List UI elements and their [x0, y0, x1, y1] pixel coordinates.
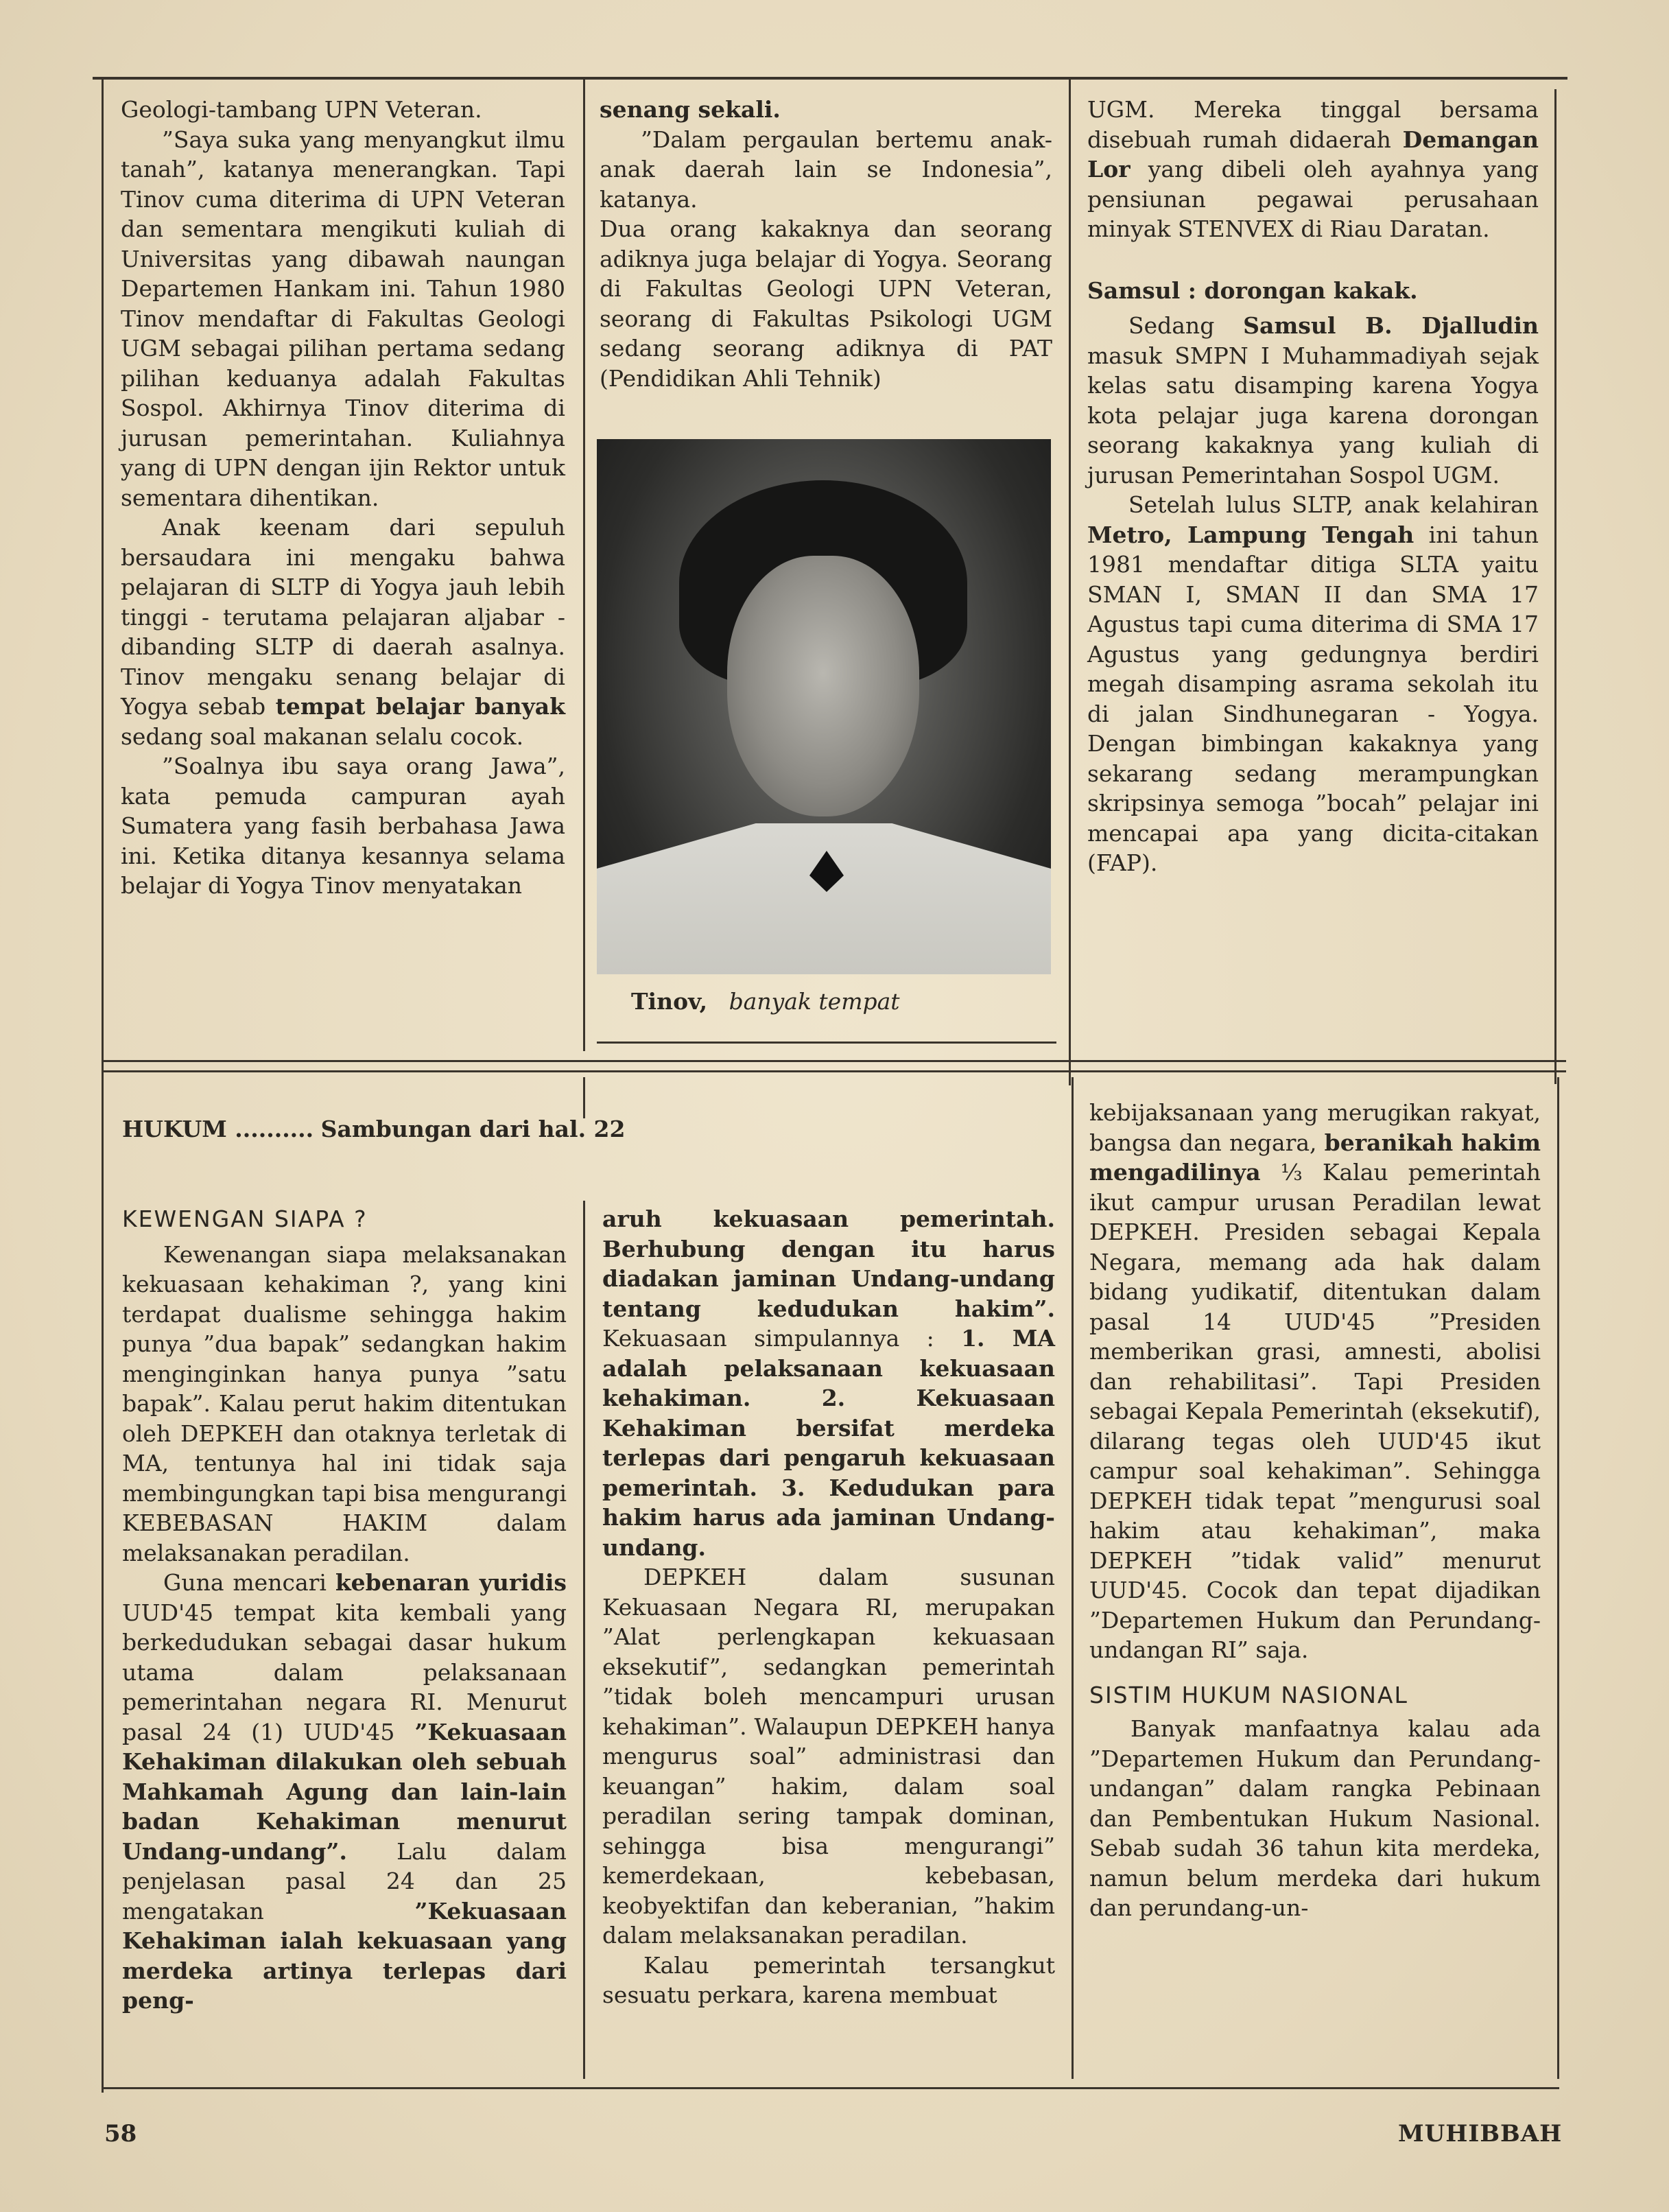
- paragraph: ”Dalam pergaulan bertemu anak-anak daerah lain se Indonesia”, katanya.: [600, 126, 1052, 213]
- left-border-top: [102, 77, 104, 1085]
- mid-separator-2: [102, 1070, 1566, 1072]
- paragraph: UGM. Mereka tinggal bersama disebuah rumah didaerah Demangan Lor yang dibeli oleh ayahnya yang pensiunan pegawai perusahaan minyak STENVEX di Riau Daratan.: [1087, 96, 1539, 242]
- bottom-column-3: [1089, 1098, 1541, 1923]
- paragraph: Kewenangan siapa melaksanakan kekuasaan kehakiman ?, yang kini terdapat dualisme sehingga hakim punya ”dua bapak” sedangkan hakim menginginkan hanya punya ”satu bapak”. Kalau perut hakim ditentukan oleh DEPKEH dan otaknya terletak di MA, tentunya hal ini tidak saja membingungkan tapi bisa mengurangi KEBEBASAN HAKIM dalam melaksanakan peradilan.: [122, 1240, 567, 1566]
- bottom-border: [102, 2087, 1559, 2089]
- paragraph: Banyak manfaatnya kalau ada ”Departemen Hukum dan Perundang-undangan” dalam rangka Pebinaan dan Pembentukan Hukum Nasional. Sebab sudah 36 tahun kita merdeka, namun belum merdeka dari hukum dan perundang-un-: [1089, 1715, 1541, 1921]
- paragraph: Setelah lulus SLTP, anak kelahiran Metro, Lampung Tengah ini tahun 1981 mendaftar ditiga SLTA yaitu SMAN I, SMAN II dan SMA 17 Agustus tapi cuma diterima di SMA 17 Agustus yang gedungnya berdiri megah disamping asrama sekolah itu di jalan Sindhunegaran - Yogya. Dengan bimbingan kakaknya yang sekarang sedang merampungkan skripsinya semoga ”bocah” pelajar ini mencapai apa yang dicita-citakan (FAP).: [1087, 491, 1539, 876]
- paragraph: Dua orang kakaknya dan seorang adiknya juga belajar di Yogya. Seorang di Fakultas Geologi UPN Veteran, seorang di Fakultas Psikologi UGM sedang seorang adiknya di PAT (Pendidikan Ahli Tehnik): [600, 215, 1052, 392]
- photo-caption: [631, 988, 900, 1015]
- divider-bottom-1: [583, 1201, 585, 2079]
- page-number: 58: [104, 2120, 137, 2148]
- hukum-tick: [583, 1077, 585, 1118]
- section-heading: KEWENGAN SIAPA ?: [122, 1205, 368, 1232]
- top-column-1: [121, 95, 565, 901]
- section-kicker: HUKUM ..........: [122, 1116, 314, 1142]
- paragraph: DEPKEH dalam susunan Kekuasaan Negara RI, merupakan ”Alat perlengkapan kekuasaan eksekutif”, sedangkan pemerintah ”tidak boleh mencampuri urusan kehakiman”. Walaupun DEPKEH hanya mengurus soal” administrasi dan keuangan” hakim, dalam soal peradilan sering tampak dominan, sehingga bisa mengurangi” kemerdekaan, kebebasan, keobyektifan dan keberanian, ”hakim dalam melaksanakan peradilan.: [602, 1564, 1055, 1949]
- photo-face: [727, 556, 919, 816]
- photo-shirt: [597, 823, 1051, 974]
- paragraph: senang sekali.: [600, 96, 781, 123]
- paragraph: Anak keenam dari sepuluh bersaudara ini mengaku bahwa pelajaran di SLTP di Yogya jauh lebih tinggi - terutama pelajaran aljabar - dibanding SLTP di daerah asalnya. Tinov mengaku senang belajar di Yogya sebab tempat belajar banyak sedang soal makanan selalu cocok.: [121, 514, 566, 750]
- paragraph: Sedang Samsul B. Djalludin masuk SMPN I Muhammadiyah sejak kelas satu disamping karena Yogya kota pelajar juga karena dorongan seorang kakaknya yang kuliah di jurusan Pemerintahan Sospol UGM.: [1087, 312, 1539, 489]
- section-heading: SISTIM HUKUM NASIONAL: [1089, 1681, 1408, 1708]
- paragraph: kebijaksanaan yang merugikan rakyat, bangsa dan negara, beranikah hakim mengadilinya ⅓ Kalau pemerintah ikut campur urusan Peradilan lewat DEPKEH. Presiden sebagai Kepala Negara, memang ada hak dalam bidang yudikatif, ditentukan dalam pasal 14 UUD'45 ”Presiden memberikan grasi, amnesti, abolisi dan rehabilitasi”. Tapi Presiden sebagai Kepala Pemerintah (eksekutif), dilarang tegas oleh UUD'45 ikut campur soal kehakiman”. Sehingga DEPKEH tidak tepat ”mengurusi soal hakim atau kehakiman”, maka DEPKEH ”tidak valid” menurut UUD'45. Cocok dan tepat dijadikan ”Departemen Hukum dan Perundang-undangan RI” saja.: [1089, 1099, 1541, 1663]
- paragraph: Guna mencari kebenaran yuridis UUD'45 tempat kita kembali yang berkedudukan sebagai dasar hukum utama dalam pelaksanaan pemerintahan negara RI. Menurut pasal 24 (1) UUD'45 ”Kekuasaan Kehakiman dilakukan oleh sebuah Mahkamah Agung dan lain-lain badan Kehakiman menurut Undang-undang”. Lalu dalam penjelasan pasal 24 dan 25 mengatakan ”Kekuasaan Kehakiman ialah kekuasaan yang merdeka artinya terlepas dari peng-: [122, 1569, 567, 2014]
- paragraph: aruh kekuasaan pemerintah. Berhubung dengan itu harus diadakan jaminan Undang-undang tentang kedudukan hakim”. Kekuasaan simpulannya : 1. MA adalah pelaksanaan kekuasaan kehakiman. 2. Kekuasaan Kehakiman bersifat merdeka terlepas dari pengaruh kekuasaan pemerintah. 3. Kedudukan para hakim harus ada jaminan Undang-undang.: [602, 1205, 1055, 1561]
- top-column-2: [600, 95, 1052, 393]
- continuation-line: [122, 1116, 625, 1142]
- caption-text: banyak tempat: [729, 988, 900, 1015]
- right-border-top: [1554, 89, 1556, 1084]
- top-border: [93, 77, 1567, 80]
- divider-top-1: [583, 77, 585, 1051]
- divider-top-2: [1069, 77, 1071, 1085]
- magazine-name: MUHIBBAH: [1398, 2120, 1563, 2148]
- caption-name: Tinov,: [631, 988, 708, 1015]
- section-heading: Samsul : dorongan kakak.: [1087, 276, 1418, 304]
- paragraph: Geologi-tambang UPN Veteran.: [121, 96, 482, 123]
- portrait-photo: [597, 439, 1051, 974]
- continued-from: Sambungan dari hal. 22: [320, 1116, 626, 1142]
- right-border-bottom: [1557, 1077, 1559, 2079]
- left-border-bottom: [102, 1077, 104, 2093]
- mid-separator-1: [102, 1060, 1566, 1062]
- paragraph: ”Saya suka yang menyangkut ilmu tanah”, katanya menerangkan. Tapi Tinov cuma diterima di UPN Veteran dan sementara mengikuti kuliah di Universitas yang dibawah naungan Departemen Hankam ini. Tahun 1980 Tinov mendaftar di Fakultas Geologi UGM sebagai pilihan pertama sedang pilihan keduanya adalah Fakultas Sospol. Akhirnya Tinov diterima di jurusan pemerintahan. Kuliahnya yang di UPN dengan ijin Rektor untuk sementara dihentikan.: [121, 126, 565, 511]
- divider-bottom-2: [1072, 1077, 1074, 2079]
- bottom-column-2: [602, 1204, 1055, 2010]
- caption-underline: [597, 1042, 1056, 1044]
- top-column-3: [1087, 95, 1539, 878]
- paragraph: ”Soalnya ibu saya orang Jawa”, kata pemuda campuran ayah Sumatera yang fasih berbahasa Jawa ini. Ketika ditanya kesannya selama belajar di Yogya Tinov menyatakan: [121, 753, 565, 899]
- bottom-column-1: [122, 1204, 567, 2016]
- paragraph: Kalau pemerintah tersangkut sesuatu perkara, karena membuat: [602, 1951, 1055, 2008]
